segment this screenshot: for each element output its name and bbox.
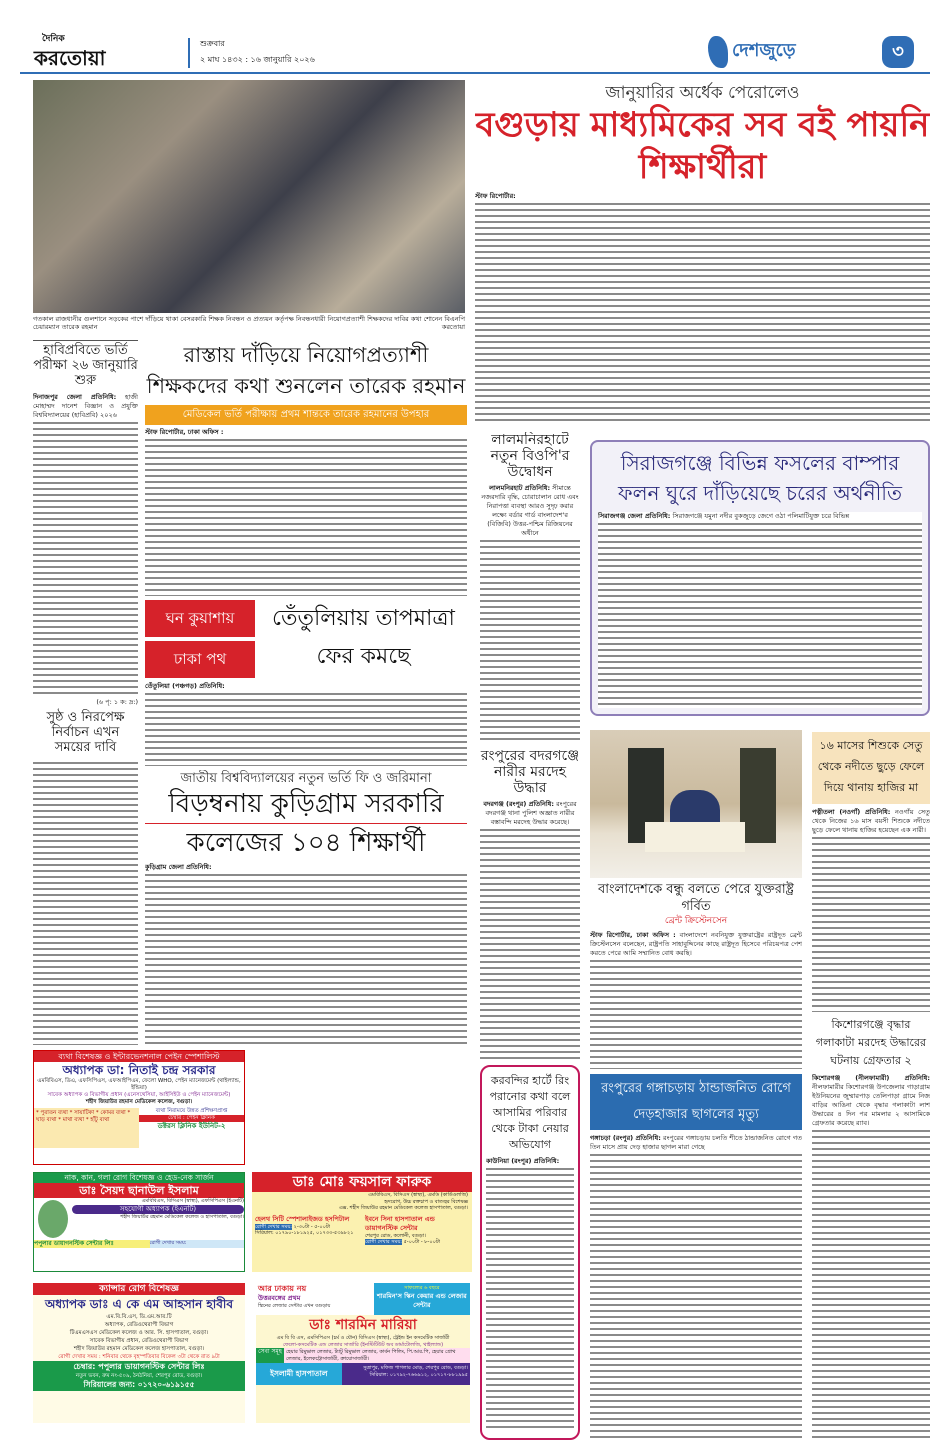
hstu-lede: হাজী মোহাম্মদ দানেশ বিজ্ঞান ও প্রযুক্তি বিশ্ববিদ্যালয়ের (হাবিপ্রবি) ২০২৬: [33, 392, 138, 419]
badarganj-body: [480, 800, 580, 1060]
kaunia-headline: করবন্দির হার্টে রিং পরানোর কথা বলে আসামির পরিবার থেকে টাকা নেয়ার অভিযোগ: [489, 1074, 571, 1151]
usa-byline: ব্রেন্ট ক্রিস্টেনসেন: [664, 916, 728, 926]
kishoreganj-lede: নীলফামারীর কিশোরগঞ্জ উপজেলার গাড়াগ্রাম ইউনিয়নের জুম্মারপাড় তেলিপাড়া গ্রামে নিজ বাড়ির আঙিনা থেকে বৃদ্ধার গলাকাটা লাশ উদ্ধারের ৪ দিন পর মামলার ২ আসামিকে গ্রেফতার করেছে র‌্যাব।: [812, 1082, 930, 1127]
ambassador-photo: [590, 730, 802, 878]
ad-sayed-inst: শহীদ জিয়াউর রহমান মেডিকেল কলেজ ও হাসপাতাল, বগুড়া।: [120, 1213, 244, 1220]
ad-sharmin-hospital: ইসলামী হাসপাতাল: [256, 1363, 342, 1385]
issue-date: ২ মাঘ ১৪৩২ : ১৬ জানুয়ারি ২০২৬: [200, 55, 315, 64]
ad-habib-deg: এম.বি.বি.এস, ডি.এম.আর.টি: [106, 1314, 172, 1320]
kurigram-headline-1: বিড়ম্বনায় কুড়িগ্রাম সরকারি: [145, 788, 467, 824]
ad-nitai-tag: ব্যথা নিরাময়ে উন্নত প্রশিক্ষণপ্রাপ্ত: [155, 1108, 228, 1114]
photo-caption: [33, 315, 465, 331]
ad-habib-phone: সিরিয়ালের জন্য: ০১৭২০-৬১৯১৫৫: [83, 1380, 195, 1389]
ad-sayed-top: নাক, কান, গলা রোগ বিশেষজ্ঞ ও হেড-নেক সার্জন: [34, 1173, 244, 1183]
ad-sayed-deg: এমবিবিএস, বিসিএস (স্বাস্থ্য), এফসিপিএস (ইএনটি): [141, 1198, 244, 1204]
page-number: ৩: [882, 36, 914, 68]
lalmonirhat-headline: লালমনিরহাটে নতুন বিওপি'র উদ্বোধন: [490, 432, 570, 481]
child-headline: ১৬ মাসের শিশুকে সেতু থেকে নদীতে ছুড়ে ফেলে দিয়ে থানায় হাজির মা: [812, 732, 930, 804]
lalmonirhat-column: [480, 432, 580, 1060]
badarganj-dateline: বদরগঞ্জ (রংপুর) প্রতিনিধি:: [483, 800, 555, 809]
ad-sharmin-b2: শারমিন'স স্কিন কেয়ার এন্ড লেজার সেন্টার: [376, 1291, 467, 1309]
ad-habib-addr: নতুন ভবন, রুম নং-৫০৯, ঠনঠনিয়া, শেরপুর রোড, বগুড়া।: [75, 1373, 203, 1379]
ad-ahsan-habib: [33, 1283, 245, 1423]
kaunia-dateline: কাউনিয়া (রংপুর) প্রতিনিধি:: [486, 1157, 560, 1165]
hstu-jump: (৬ পৃ: ১ ক: দ্র:): [96, 697, 138, 706]
ad-sharmin-maria: [256, 1283, 470, 1423]
ad-sharmin-a3: স্কিনের লেজার সেন্টার এখন বগুড়ায়: [258, 1303, 331, 1309]
ad-sayed-center: পপুলার ডায়াগনস্টিক সেন্টার লিঃ: [34, 1240, 114, 1247]
usa-headline: বাংলাদেশকে বন্ধু বলতে পেরে যুক্তরাষ্ট্র গর্বিত: [598, 882, 794, 914]
ad-faisal-faruk: [252, 1172, 472, 1272]
kishoreganj-headline: কিশোরগঞ্জে বৃদ্ধার গলাকাটা মরদেহ উদ্ধারের ঘটনায় গ্রেফতার ২: [815, 1017, 927, 1067]
hstu-body: [33, 393, 138, 707]
ad-sharmin-a2: উত্তরবঙ্গের প্রথম: [258, 1294, 301, 1302]
newspaper-logo: করতোয়া: [34, 46, 106, 70]
badarganj-headline: রংপুরের বদরগঞ্জে নারীর মরদেহ উদ্ধার: [480, 748, 580, 797]
masthead-prefix: দৈনিক: [42, 34, 65, 44]
kaunia-story-box: [480, 1065, 580, 1440]
badarganj-lede: রংপুরের বদরগঞ্জ থানা পুলিশ অজ্ঞাত নারীর বস্তাবন্দি মরদেহ উদ্ধার করেছে।: [485, 800, 577, 827]
lead-dateline: স্টাফ রিপোর্টার:: [475, 192, 516, 200]
fog-story: [145, 600, 467, 766]
ad-nitai-deg: এমবিবিএস, ডিএ, এফসিপিএস, এফআইপিএম, ফেলো WHO, পেইন ম্যানেজমেন্ট (থাইল্যান্ড, ইন্ডিয়া): [37, 1078, 241, 1091]
lead-kicker: জানুয়ারির অর্ধেক পেরোলেও: [605, 83, 800, 103]
ad-faisal-time-2: ৫-০০টা - ৮-০০টা: [403, 1239, 440, 1245]
ad-habib-top: ক্যান্সার রোগ বিশেষজ্ঞ: [33, 1283, 245, 1295]
ad-faisal-phone-1: সিরিয়াল: ০১৭৯০-১৮১৯২৫, ০১৭৩৩-৫৩৯৮২১: [255, 1230, 354, 1236]
ad-faisal-hospital-1: হেলথ সিটি স্পেশালাইজড হসপিটাল: [255, 1214, 350, 1223]
photo-credit: করতোয়া: [441, 323, 465, 331]
lalmonirhat-lede: সীমান্তে নজরদারি বৃদ্ধি, চোরাচালান রোধ এবং নিরাপত্তা ব্যবস্থা আরও সুদৃঢ় করার লক্ষ্যে বর্ডার গার্ড বাংলাদেশ'র (বিজিবি) উত্তর-পশ্চিম রিজিয়নের অধীনে: [481, 484, 579, 538]
tarique-headline: রাস্তায় দাঁড়িয়ে নিয়োগপ্রত্যাশী শিক্ষকদের কথা শুনলেন তারেক রহমান: [146, 343, 466, 398]
right-column: [812, 732, 930, 1440]
lead-body: [475, 192, 930, 425]
masthead: [20, 36, 930, 74]
fog-body: [145, 682, 467, 766]
hstu-headline: হাবিপ্রবিতে ভর্তি পরীক্ষা ২৬ জানুয়ারি শুরু: [33, 343, 138, 388]
kurigram-body: [145, 863, 467, 1045]
ad-nitai-chamber: চেম্বার : পেইন ক্লিনিক: [139, 1115, 244, 1122]
ad-nitai-sarkar: [33, 1050, 245, 1165]
ad-sharmin-services: হেয়ার রিমুভাল লেজার, ট্যাটু রিমুভাল লেজার, কার্বন পিলিং, পি.আর.পি, হেয়ার গ্রোথ লেজার, ইলেকট্রোসার্জারী, ক্রায়োসার্জারী।: [286, 1349, 456, 1362]
fog-box-2: ঢাকা পথ: [145, 641, 255, 678]
sirajganj-headline: সিরাজগঞ্জে বিভিন্ন ফসলের বাম্পার ফলন ঘুরে দাঁড়িয়েছে চরের অর্থনীতি: [617, 451, 903, 505]
ad-habib-prev: সাবেক বিভাগীয় প্রধান, রেডিওথেরাপী বিভাগ: [89, 1338, 189, 1344]
goats-lede: রংপুরের গঙ্গাচড়ায় চলতি শীতে ঠান্ডাজনিত রোগে গত তিন মাসে প্রায় দেড় হাজার ছাগল মারা গেছে: [590, 1134, 802, 1151]
ad-nitai-top: ব্যথা বিশেষজ্ঞ ও ইন্টারভেনশনাল পেইন স্পেশালিস্ট: [34, 1051, 244, 1062]
goats-headline: রংপুরের গঙ্গাচড়ায় ঠান্ডাজনিত রোগে দেড়হাজার ছাগলের মৃত্যু: [590, 1074, 802, 1130]
section-title: দেশজুড়ে: [732, 40, 796, 61]
tarique-dateline: স্টাফ রিপোর্টার, ঢাকা অফিস :: [145, 428, 224, 436]
ad-sayed-post: সহযোগী অধ্যাপক (ইএনটি): [72, 1205, 244, 1214]
election-headline: সুষ্ঠ ও নিরপেক্ষ নির্বাচন এখন সময়ের দাবি: [46, 709, 125, 755]
issue-day: শুক্রবার: [200, 39, 225, 48]
left-column: [33, 340, 138, 1045]
ad-sharmin-fellow: ফেলো-কসমেটিক এন্ড লেজার সার্জারি (ইনস্টিটিউট অব ডার্মাটোলজি, থাইল্যান্ড): [282, 1341, 444, 1348]
tarique-strap: মেডিকেল ভর্তি পরীক্ষায় প্রথম শান্তকে তারেক রহমানের উপহার: [145, 405, 467, 425]
ad-faisal-hospital-2: ইবনে সিনা হাসপাতাল এন্ড ডায়াগনস্টিক সেন্টার: [365, 1214, 435, 1232]
kurigram-story: [145, 770, 467, 1045]
tarique-rahman-photo: [33, 80, 465, 313]
kurigram-headline-2: কলেজের ১০৪ শিক্ষার্থী: [186, 828, 426, 858]
election-body: [33, 760, 138, 1045]
tarique-story: [145, 340, 467, 596]
lalmonirhat-body: [480, 484, 580, 744]
doctor-portrait: [38, 1200, 68, 1238]
ad-sharmin-a1: আর ঢাকায় নয়: [258, 1284, 307, 1293]
ad-faisal-inst: এক্স. শহীদ জিয়াউর রহমান মেডিকেল কলেজ হাসপাতাল, বগুড়া।: [339, 1205, 468, 1211]
goats-story: [590, 1074, 802, 1440]
ad-sayed-sanaul-islam: [33, 1172, 245, 1272]
child-body: [812, 808, 930, 1012]
goats-body: [590, 1134, 802, 1440]
ad-habib-prev2: শহীদ জিয়াউর রহমান মেডিকেল কলেজ হাসপাতাল, বগুড়া।: [73, 1346, 205, 1352]
ad-nitai-name: অধ্যাপক ডা: নিতাই চন্দ্র সরকার: [62, 1063, 216, 1077]
hstu-dateline: দিনাজপুর জেলা প্রতিনিধি:: [33, 392, 117, 401]
ad-habib-post: অধ্যাপক, রেডিওথেরাপী বিভাগ: [104, 1322, 174, 1328]
kurigram-kicker: জাতীয় বিশ্ববিদ্যালয়ের নতুন ভর্তি ফি ও জরিমানা: [180, 771, 432, 786]
sirajganj-lede: সিরাজগঞ্জে যমুনা নদীর বুকজুড়ে জেগে ওঠা পলিমাটিযুক্ত চরে বিভিন্ন: [672, 512, 850, 520]
child-dateline: পত্নীতলা (নওগাঁ) প্রতিনিধি:: [812, 808, 891, 816]
kurigram-dateline: কুড়িগ্রাম জেলা প্রতিনিধি:: [145, 863, 212, 871]
sirajganj-dateline: সিরাজগঞ্জ জেলা প্রতিনিধি:: [598, 512, 671, 520]
child-lede: নওগাঁয় সেতু থেকে নিজের ১৬ মাস বয়সী শিশুকে নদীতে ছুড়ে ফেলে থানায় হাজির হয়েছেন এক নারী।: [812, 808, 930, 834]
ad-faisal-time-label-1: রোগী দেখার সময়:: [255, 1223, 292, 1230]
usa-lede: বাংলাদেশে নবনিযুক্ত যুক্তরাষ্ট্রের রাষ্ট্রদূত ব্রেন্ট ক্রিস্টেনসেন বলেছেন, রাষ্ট্রপতি সাহাবুদ্দিনের কাছে রাষ্ট্রদূত হিসেবে পরিচয়পত্র পেশ করতে পেরে আমি সম্মানিত বোধ করছি।: [590, 931, 802, 957]
kishoreganj-body: [812, 1074, 930, 1440]
ad-sharmin-b1: সাফল্যের ৬ বছরে: [404, 1285, 440, 1291]
ad-habib-center: চেম্বার: পপুলার ডায়াগনস্টিক সেন্টার লিঃ: [73, 1362, 205, 1371]
ad-faisal-name: ডাঃ মোঃ ফয়সাল ফারুক: [252, 1172, 472, 1192]
ad-faisal-spec: হৃদরোগ, উচ্চ রক্তচাপ ও বাতজ্বর বিশেষজ্ঞ: [384, 1198, 468, 1205]
ad-sharmin-deg: এম বি বি এস, এমসিপিএস (চর্ম ও যৌন) বিসিএস (স্বাস্থ্য), ট্রেইন্ড ইন কসমেটিক সার্জারী: [276, 1335, 450, 1341]
ad-habib-time: রোগী দেখার সময় : শনিবার থেকে বৃহস্পতিবার বিকেল ৩টা থেকে রাত ৯টা: [58, 1354, 220, 1360]
ad-sharmin-svc-label: সেবা সমূহ: [256, 1348, 284, 1363]
ad-faisal-time-label-2: রোগী দেখার সময়:: [365, 1239, 402, 1245]
bangladesh-map-icon: [708, 36, 728, 68]
goats-dateline: গঙ্গাচড়া (রংপুর) প্রতিনিধি:: [590, 1134, 661, 1142]
ad-faisal-addr-2: শেরপুর রোড, কলোনী, বগুড়া।: [365, 1232, 426, 1239]
ad-sharmin-phone: সিরিয়াল: ০১৭৯২-৭৬৬৯১২, ০১৭১৭-৮৮১৯৯৫: [369, 1371, 468, 1378]
ad-sharmin-name: ডাঃ শারমিন মারিয়া: [309, 1317, 417, 1333]
fog-dateline: তেঁতুলিয়া (পঞ্চগড়) প্রতিনিধি:: [145, 682, 225, 690]
fog-headline: তেঁতুলিয়ায় তাপমাত্রা ফের কমছে: [272, 606, 455, 669]
usa-body: [590, 931, 802, 1069]
fog-box-1: ঘন কুয়াশায়: [145, 600, 255, 637]
ad-faisal-time-1: ২-৩০টা - ৫-০০টা: [293, 1223, 331, 1230]
ad-sayed-name: ডাঃ সৈয়দ ছানাউল ইসলাম: [34, 1183, 244, 1198]
ad-nitai-clinic: ডক্টরস ক্লিনিক ইউনিট-২: [157, 1122, 226, 1130]
ad-faisal-deg: এমবিবিএস, বিসিএস (স্বাস্থ্য), এমডি (কার্ডিওলজি): [368, 1192, 468, 1198]
usa-story: [590, 881, 802, 1069]
ad-habib-name: অধ্যাপক ডাঃ এ কে এম আহসান হাবীব: [44, 1297, 234, 1311]
ad-nitai-inst: শহীদ জিয়াউর রহমান মেডিকেল কলেজ, বগুড়া।: [85, 1099, 193, 1105]
sirajganj-story-box: [590, 440, 930, 716]
lalmonirhat-dateline: লালমনিরহাট প্রতিনিধি:: [489, 484, 551, 493]
divider: [188, 38, 190, 68]
ad-nitai-post: সাবেক অধ্যাপক ও বিভাগীয় প্রধান (এনেসথেসিয়া, আইসিইউ ও পেইন ম্যানেজমেন্ট): [47, 1092, 231, 1098]
tarique-body: [145, 428, 467, 596]
kishoreganj-dateline: কিশোরগঞ্জ (নীলফামারী) প্রতিনিধি:: [812, 1073, 930, 1082]
lead-story: [475, 82, 930, 425]
usa-dateline: স্টাফ রিপোর্টার, ঢাকা অফিস :: [590, 931, 676, 939]
ad-sayed-time: রোগী দেখার সময়:: [150, 1240, 245, 1248]
ad-habib-inst: টিএমএসএস মেডিকেল কলেজ ও আর. সি. হাসপাতাল, বগুড়া।: [69, 1330, 209, 1336]
lead-headline: বগুড়ায় মাধ্যমিকের সব বই পায়নি শিক্ষার্থীরা: [475, 105, 930, 187]
ad-nitai-list: * পুরাতন ব্যথা * সায়াটিকা * কোমর ব্যথা * ঘাড় ব্যথা * মাথা ব্যথা * হাঁটু ব্যথা: [34, 1108, 139, 1148]
caption-text: গতকাল রাজধানীর গুলশানে সড়কের পাশে দাঁড়িয়ে থাকা বেসরকারি শিক্ষক নিবন্ধন ও প্রত্যয়ন কর্তৃপক্ষ নিবন্ধনধারী নিয়োগপ্রত্যাশী শিক্ষকদের দাবির কথা শোনেন বিএনপি চেয়ারম্যান তারেক রহমান: [33, 315, 465, 331]
ad-sharmin-addr: সুত্রাপুর, মফিজ পাগলার মোড়, শেরপুর রোড, বগুড়া।: [363, 1365, 468, 1371]
